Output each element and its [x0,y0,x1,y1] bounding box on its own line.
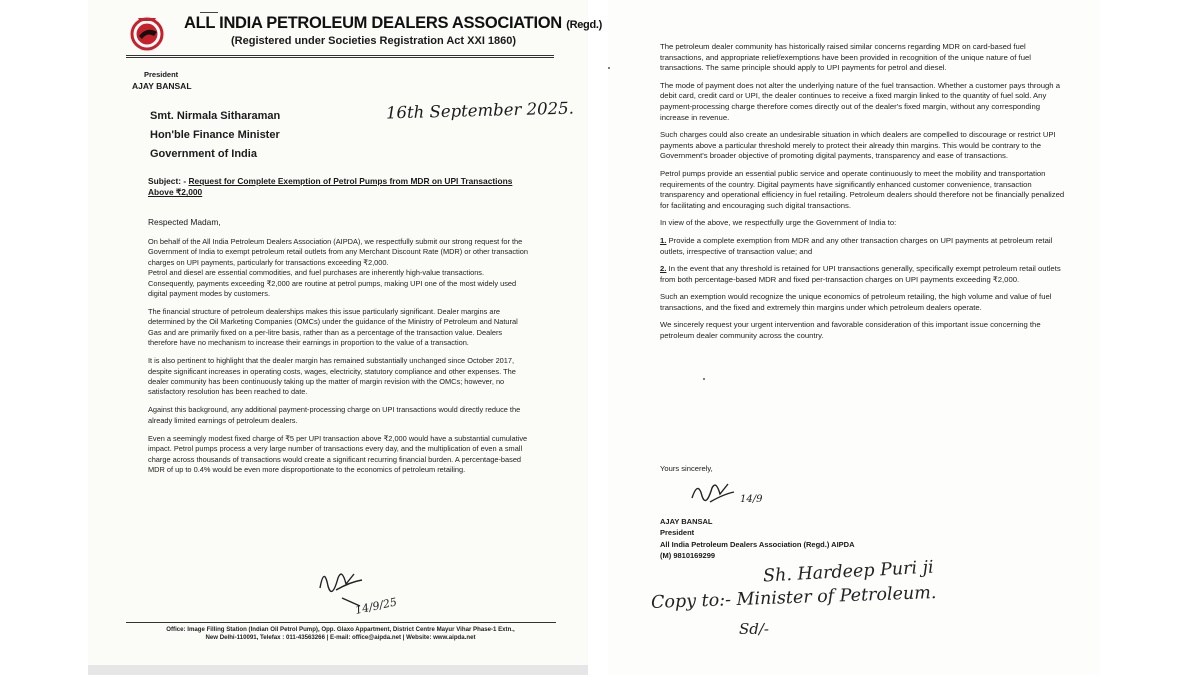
paragraph: The petroleum dealer community has historically raised similar concerns regarding MDR on card-based fuel transactions, and appropriate relief/exemptions have been provided in recognition of the unique nature of fuel transactions. The same principle should apply to UPI payments for petrol and diesel. [660,42,1031,73]
signer-org: All India Petroleum Dealers Association (Regd.) AIPDA [660,539,855,549]
registration-line: (Registered under Societies Registration Act XXI 1860) [231,35,517,47]
footer-rule [126,622,556,623]
letterhead-footer [128,626,553,642]
closing: Yours sincerely, [660,464,713,473]
letter-body-right [660,42,1070,349]
subject-text-1: Request for Complete Exemption of Petrol Pumps from MDR on UPI Transactions [188,176,513,186]
addressee-line-1: Smt. Nirmala Sitharaman [150,110,281,122]
footer-line-1: Office: Image Filling Station (Indian Oil Petrol Pump), Opp. Glaxo Appartment, District Centre Mayur Vihar Phase-1 Extn., [166,626,515,633]
request-item-2 [660,264,1070,285]
salutation: Respected Madam, [148,217,221,227]
signature-right [688,476,778,516]
signer-phone: (M) 9810169299 [660,551,716,561]
handwritten-initials: Sd/- [739,620,769,638]
signer-name: AJAY BANSAL [660,517,713,526]
signature-left [316,560,399,620]
footer-line-2: New Delhi-110091, Telefax : 011-43563266 | E-mail: office@aipda.net | Website: www.aipda.net [205,634,476,642]
scan-mark [200,12,218,13]
handwritten-date: 16th September 2025. [385,98,575,123]
request-number: 2. [660,264,667,274]
addressee-line-2: Hon'ble Finance Minister [150,129,280,141]
letterhead-rule-thin [126,57,554,58]
paragraph: It is also pertinent to highlight that the dealer margin has remained substantially unchanged since October 2017, despite significant increases in operating costs, wages, electricity, statutory compliance and other expenses. The dealer community has been continuously taking up the matter of margin revision with the OMCs; however, no satisfactory resolution has been reached to date. [148,356,516,397]
request-item-1 [660,236,1070,257]
paragraph: Against this background, any additional payment-processing charge on UPI transactions would directly reduce the already limited earnings of petroleum dealers. [148,405,521,425]
paragraph: In view of the above, we respectfully urge the Government of India to: [660,218,897,228]
letter-page-2 [608,0,1100,675]
svg-text:AIPDA: AIPDA [142,47,152,52]
signature-date-left: 14/9/25 [353,595,399,617]
scan-speck [608,67,610,69]
subject-label: Subject: - [148,176,189,186]
paragraph: The financial structure of petroleum dealerships makes this issue particularly significant. Dealer margins are determined by the Oil Marketing Companies (OMCs) under the guidance of the Ministry of Petroleum and Natural Gas and are primarily fixed on a per-litre basis, rather than as a percentage of the transaction value. Dealers therefore have no mechanism to increase their earnings in proportion to the value of a transaction. [148,307,518,348]
paragraph: We sincerely request your urgent intervention and favorable consideration of this important issue concerning the petroleum dealer community across the country. [660,320,1041,341]
paragraph: The mode of payment does not alter the underlying nature of the fuel transaction. Whether a customer pays through a debit card, credit card or UPI, the dealer continues to receive a fixed margin linked to the quantity of fuel sold. Any payment-processing charge therefore comes directly out of the dealer's fixed margin, without any corresponding increase in revenue. [660,80,1060,122]
president-title: President [144,70,179,79]
paragraph: Petrol and diesel are essential commodities, and fuel purchases are inherently high-value transactions. Consequently, payments exceeding ₹2,000 are routine at petrol pumps, making UPI one of the most widely used digital payment modes by customers. [148,268,517,299]
letterhead-rule [126,55,554,56]
request-number: 1. [660,235,667,245]
addressee-line-3: Government of India [150,148,257,160]
association-name [184,14,602,33]
subject-text-2: Above ₹2,000 [148,187,203,197]
association-name-text: ALL INDIA PETROLEUM DEALERS ASSOCIATION [184,14,562,32]
signature-date-right: 14/9 [740,494,763,505]
subject-line [148,176,528,198]
letter-page-1 [88,0,602,665]
letter-body-left [148,237,531,483]
request-text: Provide a complete exemption from MDR and any other transaction charges on UPI payments at petroleum retail outlets, irrespective of transaction value; and [660,235,1053,256]
regd-label: (Regd.) [566,19,602,31]
scan-edge [88,665,588,675]
paragraph: On behalf of the All India Petroleum Dealers Association (AIPDA), we respectfully submit our strong request for the Government of India to exempt petroleum retail outlets from any Merchant Discount Rate (MDR) or other transaction charges on UPI payments, particularly for transactions exceeding ₹2,000. [148,237,528,267]
paragraph: Such charges could also create an undesirable situation in which dealers are compelled to discourage or restrict UPI payments above a particular threshold merely to protect their already thin margins. This would be contrary to the Government's broader objective of promoting digital payments, transparency and ease of transactions. [660,130,1056,161]
president-name: AJAY BANSAL [132,81,192,91]
aipda-logo-emblem [130,12,164,52]
signer-block [660,516,854,562]
paragraph: Such an exemption would recognize the unique economics of petroleum retailing, the high volume and value of fuel transactions, and the fixed and extremely thin margins under which petroleum dealers operate. [660,292,1052,312]
paragraph: Even a seemingly modest fixed charge of ₹5 per UPI transaction above ₹2,000 would have a substantial cumulative impact. Petrol pumps process a very large number of transactions every day, and the multiplication of even a small charge across thousands of transactions would create a significant recurring financial burden. A percentage-based MDR of up to 0.4% would be even more disproportionate to the economics of petroleum retailing. [148,433,528,475]
signer-title: President [660,528,695,538]
scan-speck [703,378,705,380]
handwritten-note-line-1: Sh. Hardeep Puri ji [762,557,935,587]
paragraph: Petrol pumps provide an essential public service and operate continuously to meet the mobility and transportation requirements of the country. Digital payments have significantly enhanced customer convenience, transaction transparency and operational efficiency in fuel retailing. Petroleum dealers should therefore not be financially penalized for facilitating and encouraging such digital transactions. [660,168,1065,210]
handwritten-note-line-2: Copy to:- Minister of Petroleum. [650,583,937,613]
request-text: In the event that any threshold is retained for UPI transactions generally, specifically exempt petroleum retail outlets from both percentage-based MDR and fixed per-transaction charges on UPI payments exceeding ₹2,000. [660,264,1061,284]
